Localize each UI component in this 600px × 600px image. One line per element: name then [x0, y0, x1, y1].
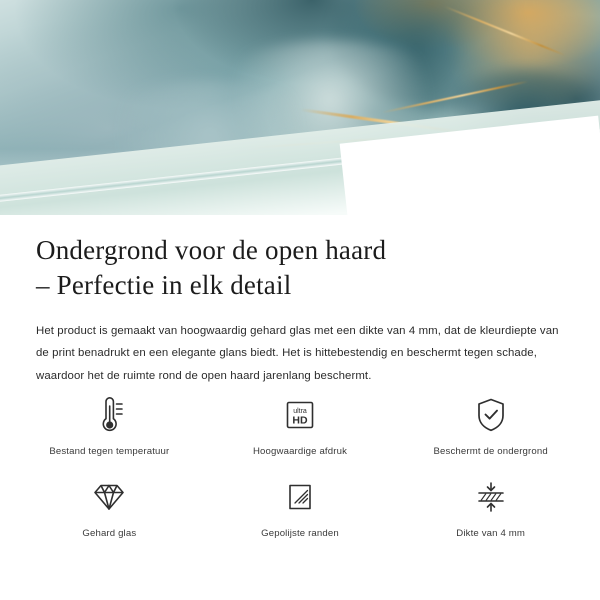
ultra-hd-icon [278, 392, 322, 438]
page-title [0, 215, 600, 302]
headline-line-1: Ondergrond voor de open haard [36, 235, 387, 265]
description-paragraph: Het product is gemaakt van hoogwaardig gehard glas met een dikte van 4 mm, dat de kleurdiepte van de print benadrukt en een elegante glans biedt. Het is hittebestendig en beschermt tegen schade, waardoor het de ruimte rond de open haard jarenlang beschermt. [36, 325, 559, 382]
feature-label: Gepolijste randen [261, 528, 339, 540]
feature-label: Hoogwaardige afdruk [252, 446, 348, 457]
svg-text:HD: HD [292, 414, 308, 427]
feature-item-polished-edges [205, 470, 396, 540]
feature-item-temperature [14, 388, 205, 458]
hero-product-image [0, 0, 600, 215]
shield-check-icon [471, 392, 511, 438]
feature-label: Dikte van 4 mm [456, 528, 526, 540]
feature-label: Gehard glas [82, 528, 137, 540]
feature-item-print-quality [205, 388, 396, 458]
svg-text:ultra: ultra [293, 408, 307, 415]
feature-label: Bestand tegen temperatuur [49, 446, 170, 457]
feature-grid [0, 388, 600, 541]
polished-edges-icon [278, 474, 322, 520]
thickness-4mm-icon [469, 474, 513, 520]
headline-line-2: – Perfectie in elk detail [36, 269, 292, 300]
feature-item-surface-protection [395, 388, 586, 458]
diamond-icon [87, 474, 131, 520]
feature-item-tempered-glass [14, 470, 205, 540]
description-content [0, 215, 600, 387]
feature-item-thickness [395, 470, 586, 540]
feature-label: Beschermt de ondergrond [433, 446, 548, 457]
thermometer-icon [89, 392, 129, 438]
